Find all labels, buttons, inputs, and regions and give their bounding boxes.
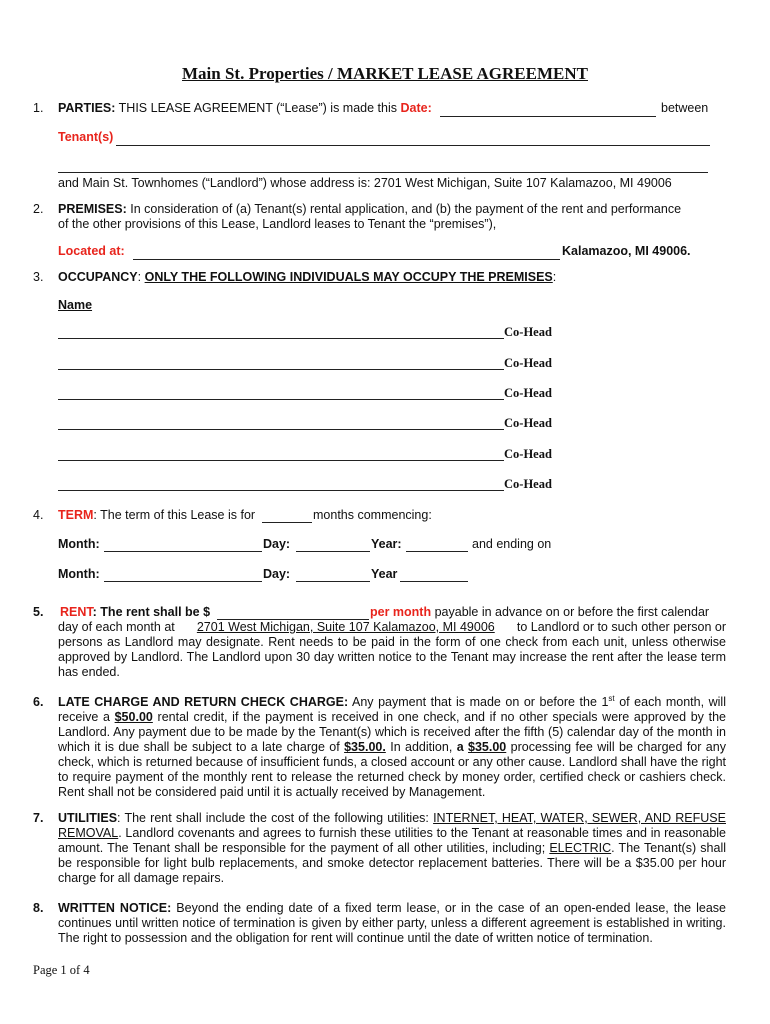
between-text: between xyxy=(661,101,709,115)
occupancy-colon-2: : xyxy=(552,270,557,284)
cohead-label-3: Co-Head xyxy=(504,386,552,400)
premises-label: PREMISES: xyxy=(58,202,127,216)
premises-line-1 xyxy=(58,202,681,217)
cohead-label-2: Co-Head xyxy=(504,356,552,370)
occupant-blank-6[interactable] xyxy=(58,490,504,491)
section-1-number: 1. xyxy=(33,101,44,115)
rent-line-2 xyxy=(58,620,726,635)
late-charge-t3: rental credit, if the payment is received in one check, and if no other specials were approved by the Landlord. Any payment due to be made by the Tenant(s) which is received after the fifth (5) calendar day of the month in which it is due shall be subject to a late charge of xyxy=(58,710,726,754)
term-text-b: months commencing: xyxy=(313,508,432,522)
date-label: Date: xyxy=(400,101,432,115)
address-blank[interactable] xyxy=(133,259,560,260)
late-charge-t2: of each month, will receive a xyxy=(58,695,726,724)
end-year-blank[interactable] xyxy=(400,581,468,582)
page-number: Page 1 of 4 xyxy=(33,963,90,977)
written-notice-label: WRITTEN NOTICE: xyxy=(58,901,172,915)
rent-line-1b xyxy=(370,605,709,620)
premises-line-2: of the other provisions of this Lease, Landlord leases to Tenant the “premises”), xyxy=(58,217,497,231)
parties-text: THIS LEASE AGREEMENT (“Lease”) is made this xyxy=(118,101,397,115)
processing-fee-amount: $35.00 xyxy=(468,740,507,754)
name-column-label: Name xyxy=(58,298,93,312)
end-month-label: Month: xyxy=(58,567,100,581)
rent-payment-address: 2701 West Michigan, Suite 107 Kalamazoo, MI 49006 xyxy=(196,620,495,634)
written-notice-paragraph xyxy=(58,901,726,946)
written-notice-text: Beyond the ending date of a fixed term lease, or in the case of an open-ended lease, the lease continues until written notice of termination is given by either party, unless a different agreement is established in writing. The right to possession and the obligation for rent will continue until the date of written notice of termination. xyxy=(58,901,726,945)
occupant-blank-1[interactable] xyxy=(58,338,504,339)
rent-text-b: payable in advance on or before the first calendar xyxy=(434,605,710,619)
end-day-label: Day: xyxy=(263,567,291,581)
late-charge-paragraph xyxy=(58,695,726,800)
utilities-t1: : The rent shall include the cost of the following utilities: xyxy=(117,811,429,825)
located-at-label: Located at: xyxy=(58,244,125,258)
section-2-number: 2. xyxy=(33,202,44,216)
cohead-label-4: Co-Head xyxy=(504,416,552,430)
start-year-blank[interactable] xyxy=(406,551,468,552)
occupant-blank-3[interactable] xyxy=(58,399,504,400)
date-blank[interactable] xyxy=(440,116,656,117)
parties-label: PARTIES: xyxy=(58,101,116,115)
cohead-label-6: Co-Head xyxy=(504,477,552,491)
section-4-number: 4. xyxy=(33,508,44,522)
section-1-line xyxy=(58,101,432,116)
start-month-blank[interactable] xyxy=(104,551,262,552)
start-day-label: Day: xyxy=(263,537,291,551)
late-charge-label: LATE CHARGE AND RETURN CHECK CHARGE: xyxy=(58,695,349,709)
term-months-blank[interactable] xyxy=(262,522,312,523)
late-charge-t5: processing fee will be charged for any check, which is returned because of insufficient funds, a closed account or any other cause. Landlord shall have the right to require payment of the monthly rent to release the returned check by money order, certified check or cashiers check. Rent shall not be considered paid until it is actually received by Management. xyxy=(58,740,726,799)
tenants-blank[interactable] xyxy=(116,145,710,146)
term-line xyxy=(58,508,255,523)
occupancy-heading: ONLY THE FOLLOWING INDIVIDUALS MAY OCCUPY THE PREMISES xyxy=(144,270,553,284)
rent-label: RENT xyxy=(60,605,93,619)
occupancy-line xyxy=(58,270,556,285)
utilities-label: UTILITIES xyxy=(58,811,118,825)
tenants-label: Tenant(s) xyxy=(58,130,114,144)
ending-text: and ending on xyxy=(472,537,552,551)
late-charge-amount: $35.00. xyxy=(344,740,386,754)
document-title: Main St. Properties / MARKET LEASE AGREEMENT xyxy=(182,64,588,83)
end-day-blank[interactable] xyxy=(296,581,370,582)
utilities-paragraph xyxy=(58,811,726,886)
occupancy-colon: : xyxy=(137,270,142,284)
late-charge-sup: st xyxy=(608,693,615,703)
cohead-label-1: Co-Head xyxy=(504,325,552,339)
section-3-number: 3. xyxy=(33,270,44,284)
city-text: Kalamazoo, MI 49006. xyxy=(562,244,691,258)
rent-text-a: : The rent shall be $ xyxy=(92,605,211,619)
rent-l2b: to Landlord or to such other person or xyxy=(516,620,726,634)
late-charge-t1: Any payment that is made on or before the 1 xyxy=(352,695,609,709)
section-8-number: 8. xyxy=(33,901,44,915)
term-text-a: : The term of this Lease is for xyxy=(93,508,256,522)
premises-text-1: In consideration of (a) Tenant(s) rental application, and (b) the payment of the rent and performance xyxy=(130,202,682,216)
start-day-blank[interactable] xyxy=(296,551,370,552)
tenants-blank-2[interactable] xyxy=(58,172,708,173)
end-year-label: Year xyxy=(371,567,398,581)
rental-credit-amount: $50.00 xyxy=(114,710,153,724)
rent-l2a: day of each month at xyxy=(58,620,175,634)
per-month-text: per month xyxy=(370,605,432,619)
electric-text: ELECTRIC xyxy=(549,841,612,855)
term-label: TERM xyxy=(58,508,94,522)
section-7-number: 7. xyxy=(33,811,44,825)
occupant-blank-5[interactable] xyxy=(58,460,504,461)
start-month-label: Month: xyxy=(58,537,100,551)
included-utilities: INTERNET, HEAT, WATER, SEWER, AND REFUSE REMOVAL xyxy=(58,811,726,840)
rent-line-1a xyxy=(60,605,210,620)
start-year-label: Year: xyxy=(371,537,402,551)
landlord-line: and Main St. Townhomes (“Landlord”) whose address is: 2701 West Michigan, Suite 107 Kalamazoo, MI 49006 xyxy=(58,176,672,190)
utilities-t2: . Landlord covenants and agrees to furnish these utilities to the Tenant at reasonable times and in reasonable amount. The Tenant shall be responsible for the payment of all other utilities, including; xyxy=(58,826,726,855)
occupant-blank-4[interactable] xyxy=(58,429,504,430)
occupant-blank-2[interactable] xyxy=(58,369,504,370)
utilities-t3: . The Tenant(s) shall be responsible for light bulb replacements, and smoke detector replacement batteries. There will be a $35.00 per hour charge for all damage repairs. xyxy=(58,841,726,885)
rent-paragraph: persons as Landlord may designate. Rent needs to be paid in the form of one check from each unit, unless otherwise approved by Landlord. The Landlord upon 30 day written notice to the Tenant may increase the rent after the lease term has ended. xyxy=(58,635,726,679)
section-6-number: 6. xyxy=(33,695,44,709)
occupancy-label: OCCUPANCY xyxy=(58,270,138,284)
section-5-number: 5. xyxy=(33,605,44,619)
cohead-label-5: Co-Head xyxy=(504,447,552,461)
end-month-blank[interactable] xyxy=(104,581,262,582)
late-charge-t4: In addition, xyxy=(390,740,453,754)
late-charge-a: a xyxy=(456,740,464,754)
